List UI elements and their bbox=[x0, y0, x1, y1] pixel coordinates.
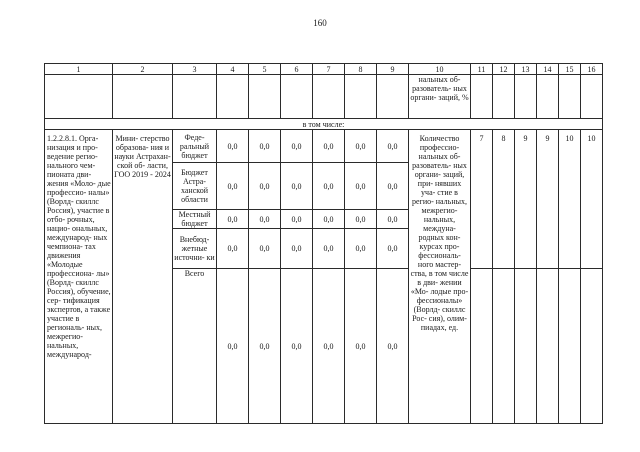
table-cell bbox=[515, 269, 537, 424]
activity-description: 1.2.2.8.1. Орга- низация и про- ведение регио- нального чем- пионата дви- жения «Моло- дые профессио- налы» (Ворлд- скиллс Россия), участие в отбо- рочных, нацио- ональных, международ- ных чемпиона- тах движения «Молодые профессиона- лы» (Ворлд- скиллс Россия), обучение, сер- тификация экспертов, а также участие в региональ- ных, межрегио- нальных, международ- bbox=[45, 130, 113, 424]
value-cell: 0,0 bbox=[217, 163, 249, 210]
value-cell: 0,0 bbox=[313, 269, 345, 424]
value-cell: 0,0 bbox=[217, 229, 249, 269]
column-header: 1 bbox=[45, 64, 113, 75]
source-label: Феде- ральный бюджет bbox=[173, 130, 217, 163]
table-cell bbox=[581, 75, 603, 119]
target-value: 10 bbox=[559, 130, 581, 269]
table-cell bbox=[471, 269, 493, 424]
source-label: Внебюд- жетные источни- ки bbox=[173, 229, 217, 269]
value-cell: 0,0 bbox=[377, 210, 409, 229]
column-header: 4 bbox=[217, 64, 249, 75]
value-cell: 0,0 bbox=[249, 130, 281, 163]
value-cell: 0,0 bbox=[345, 130, 377, 163]
column-header: 12 bbox=[493, 64, 515, 75]
value-cell: 0,0 bbox=[249, 269, 281, 424]
source-label: Всего bbox=[173, 269, 217, 424]
table-cell bbox=[493, 269, 515, 424]
subheader-text: в том числе: bbox=[45, 119, 603, 130]
table-cell bbox=[537, 269, 559, 424]
table-cell bbox=[559, 269, 581, 424]
subheader-row bbox=[45, 119, 603, 130]
table-cell bbox=[217, 75, 249, 119]
target-value: 10 bbox=[581, 130, 603, 269]
table-cell bbox=[471, 75, 493, 119]
table-cell bbox=[377, 75, 409, 119]
value-cell: 0,0 bbox=[377, 130, 409, 163]
source-label: Бюджет Астра- ханской области bbox=[173, 163, 217, 210]
executor-text: Мини- стерство образова- ния и науки Астрахан- ской об- ласти, ГОО 2019 - 2024 bbox=[113, 130, 173, 424]
column-header: 14 bbox=[537, 64, 559, 75]
column-header: 7 bbox=[313, 64, 345, 75]
column-header: 16 bbox=[581, 64, 603, 75]
table-cell bbox=[249, 75, 281, 119]
table-cell bbox=[345, 75, 377, 119]
value-cell: 0,0 bbox=[377, 229, 409, 269]
value-cell: 0,0 bbox=[345, 229, 377, 269]
value-cell: 0,0 bbox=[281, 163, 313, 210]
value-cell: 0,0 bbox=[249, 210, 281, 229]
value-cell: 0,0 bbox=[217, 269, 249, 424]
value-cell: 0,0 bbox=[281, 269, 313, 424]
column-header: 9 bbox=[377, 64, 409, 75]
table-cell bbox=[581, 269, 603, 424]
column-header: 6 bbox=[281, 64, 313, 75]
value-cell: 0,0 bbox=[345, 210, 377, 229]
indicator-description: Количество профессио- нальных об- разователь- ных органи- заций, при- нявших уча- стие в регио- нальных, межрегио- нальных, междуна- родных кон- курсах про- фессиональ- ного мастер- ства, в том числе в дви- жении «Мо- лодые про- фессионалы» (Ворлд- скиллс Рос- сия), олим- пиадах, ед. bbox=[409, 130, 471, 424]
column-header: 3 bbox=[173, 64, 217, 75]
table-cell bbox=[515, 75, 537, 119]
value-cell: 0,0 bbox=[281, 229, 313, 269]
source-label: Местный бюджет bbox=[173, 210, 217, 229]
table-cell bbox=[281, 75, 313, 119]
target-value: 9 bbox=[515, 130, 537, 269]
target-value: 7 bbox=[471, 130, 493, 269]
continued-indicator-text: нальных об- разователь- ных органи- заций, % bbox=[409, 75, 471, 119]
value-cell: 0,0 bbox=[313, 229, 345, 269]
column-header: 11 bbox=[471, 64, 493, 75]
table-cell bbox=[173, 75, 217, 119]
column-header: 2 bbox=[113, 64, 173, 75]
value-cell: 0,0 bbox=[377, 269, 409, 424]
table-cell bbox=[559, 75, 581, 119]
value-cell: 0,0 bbox=[281, 210, 313, 229]
target-value: 9 bbox=[537, 130, 559, 269]
value-cell: 0,0 bbox=[377, 163, 409, 210]
column-header: 13 bbox=[515, 64, 537, 75]
table-cell bbox=[537, 75, 559, 119]
value-cell: 0,0 bbox=[345, 269, 377, 424]
value-cell: 0,0 bbox=[217, 130, 249, 163]
column-header: 5 bbox=[249, 64, 281, 75]
budget-table bbox=[44, 63, 603, 424]
table-cell bbox=[45, 75, 113, 119]
column-header: 8 bbox=[345, 64, 377, 75]
target-value: 8 bbox=[493, 130, 515, 269]
table-cell bbox=[313, 75, 345, 119]
continuation-row bbox=[45, 75, 603, 119]
page-number: 160 bbox=[313, 18, 327, 28]
source-row-federal bbox=[45, 130, 603, 163]
value-cell: 0,0 bbox=[313, 130, 345, 163]
column-header: 10 bbox=[409, 64, 471, 75]
table-cell bbox=[113, 75, 173, 119]
value-cell: 0,0 bbox=[249, 229, 281, 269]
column-number-row bbox=[45, 64, 603, 75]
value-cell: 0,0 bbox=[313, 210, 345, 229]
value-cell: 0,0 bbox=[217, 210, 249, 229]
table-cell bbox=[493, 75, 515, 119]
value-cell: 0,0 bbox=[345, 163, 377, 210]
column-header: 15 bbox=[559, 64, 581, 75]
value-cell: 0,0 bbox=[249, 163, 281, 210]
value-cell: 0,0 bbox=[313, 163, 345, 210]
value-cell: 0,0 bbox=[281, 130, 313, 163]
